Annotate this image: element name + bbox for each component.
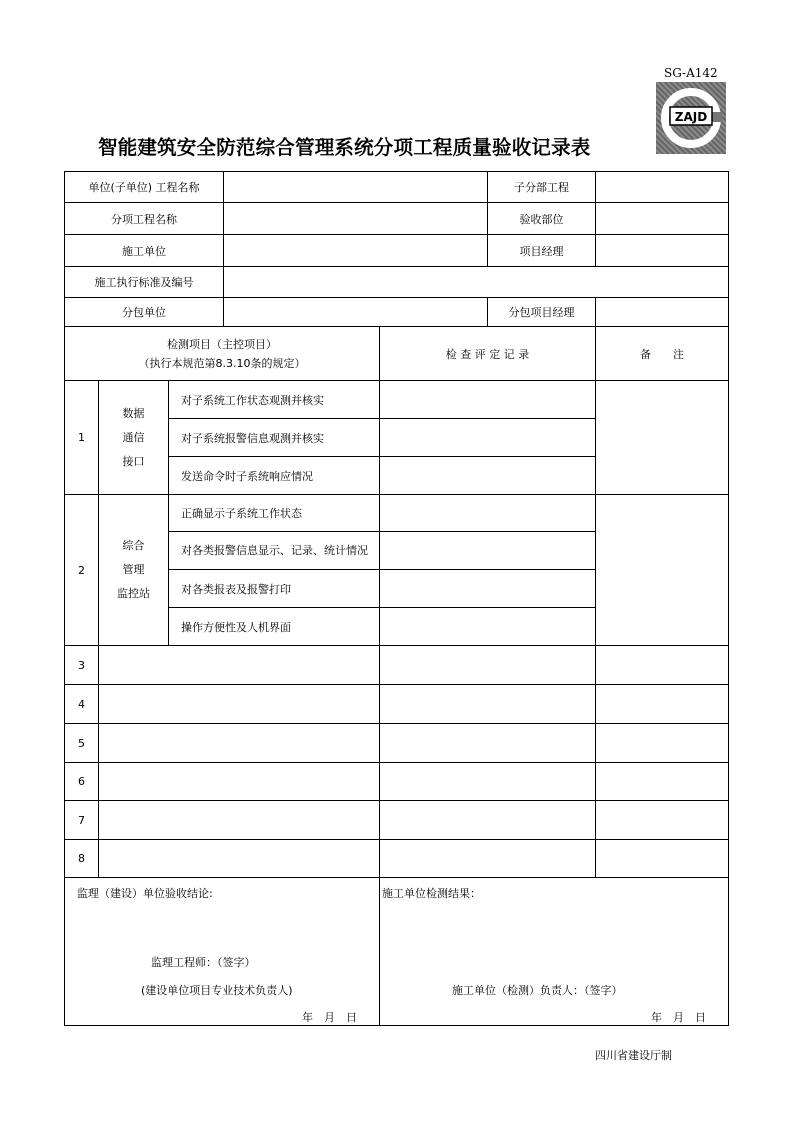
supervisor-note: (建设单位项目专业技术负责人) xyxy=(141,984,293,997)
supervisor-conclusion-title: 监理（建设）单位验收结论: xyxy=(77,887,213,900)
field-standard[interactable] xyxy=(224,267,729,298)
field-construction-unit[interactable] xyxy=(224,235,488,267)
note-field[interactable] xyxy=(596,840,729,878)
item-field[interactable] xyxy=(99,801,380,840)
logo-text: ZAJD xyxy=(674,110,708,124)
field-sub-item-name[interactable] xyxy=(224,203,488,235)
note-field[interactable] xyxy=(596,685,729,724)
group-category: 综合 管理 监控站 xyxy=(99,495,169,646)
record-field[interactable] xyxy=(380,724,596,763)
field-acceptance-part[interactable] xyxy=(596,203,729,235)
record-field[interactable] xyxy=(380,840,596,878)
label-project-manager: 项目经理 xyxy=(488,235,596,267)
field-unit-project-name[interactable] xyxy=(224,172,488,203)
record-field[interactable] xyxy=(380,608,596,646)
note-field[interactable] xyxy=(596,646,729,685)
record-field[interactable] xyxy=(380,419,596,457)
page-title: 智能建筑安全防范综合管理系统分项工程质量验收记录表 xyxy=(98,136,591,159)
row-number: 8 xyxy=(65,840,99,878)
row-number: 4 xyxy=(65,685,99,724)
group-number: 2 xyxy=(65,495,99,646)
group-number: 1 xyxy=(65,381,99,495)
construction-result[interactable] xyxy=(380,878,729,1026)
record-field[interactable] xyxy=(380,763,596,801)
check-item: 对子系统工作状态观测并核实 xyxy=(169,381,380,419)
record-field[interactable] xyxy=(380,646,596,685)
construction-result-title: 施工单位检测结果： xyxy=(382,887,481,900)
label-subcontract-unit: 分包单位 xyxy=(65,298,224,327)
note-field[interactable] xyxy=(596,381,729,495)
note-field[interactable] xyxy=(596,724,729,763)
check-item: 发送命令时子系统响应情况 xyxy=(169,457,380,495)
record-field[interactable] xyxy=(380,532,596,570)
column-header-item xyxy=(65,327,380,381)
item-field[interactable] xyxy=(99,646,380,685)
acceptance-form xyxy=(64,171,729,1026)
label-sub-division: 子分部工程 xyxy=(488,172,596,203)
column-header-item-line2: （执行本规范第8.3.10条的规定） xyxy=(138,356,306,370)
construction-date: 年 月 日 xyxy=(651,1011,706,1024)
item-field[interactable] xyxy=(99,685,380,724)
item-field[interactable] xyxy=(99,763,380,801)
field-subcontract-manager[interactable] xyxy=(596,298,729,327)
row-number: 3 xyxy=(65,646,99,685)
record-field[interactable] xyxy=(380,801,596,840)
item-field[interactable] xyxy=(99,840,380,878)
check-item: 正确显示子系统工作状态 xyxy=(169,495,380,532)
row-number: 7 xyxy=(65,801,99,840)
label-acceptance-part: 验收部位 xyxy=(488,203,596,235)
record-field[interactable] xyxy=(380,457,596,495)
record-field[interactable] xyxy=(380,495,596,532)
supervisor-date: 年 月 日 xyxy=(302,1011,357,1024)
label-subcontract-manager: 分包项目经理 xyxy=(488,298,596,327)
check-item: 对各类报表及报警打印 xyxy=(169,570,380,608)
supervisor-conclusion[interactable] xyxy=(65,878,380,1026)
note-field[interactable] xyxy=(596,801,729,840)
row-number: 5 xyxy=(65,724,99,763)
column-header-note: 备 注 xyxy=(596,327,729,381)
label-construction-unit: 施工单位 xyxy=(65,235,224,267)
record-field[interactable] xyxy=(380,685,596,724)
item-field[interactable] xyxy=(99,724,380,763)
record-field[interactable] xyxy=(380,570,596,608)
supervisor-signature: 监理工程师：（签字） xyxy=(151,956,256,969)
form-code: SG-A142 xyxy=(664,66,718,80)
note-field[interactable] xyxy=(596,495,729,646)
group-category: 数据 通信 接口 xyxy=(99,381,169,495)
column-header-item-line1: 检测项目（主控项目） xyxy=(167,337,277,351)
field-subcontract-unit[interactable] xyxy=(224,298,488,327)
label-unit-project-name: 单位(子单位) 工程名称 xyxy=(65,172,224,203)
label-standard: 施工执行标准及编号 xyxy=(65,267,224,298)
column-header-record: 检 查 评 定 记 录 xyxy=(380,327,596,381)
issuer-footer: 四川省建设厅制 xyxy=(595,1049,672,1062)
check-item: 对各类报警信息显示、记录、统计情况 xyxy=(169,532,380,570)
field-sub-division[interactable] xyxy=(596,172,729,203)
field-project-manager[interactable] xyxy=(596,235,729,267)
row-number: 6 xyxy=(65,763,99,801)
check-item: 操作方便性及人机界面 xyxy=(169,608,380,646)
label-sub-item-name: 分项工程名称 xyxy=(65,203,224,235)
record-field[interactable] xyxy=(380,381,596,419)
check-item: 对子系统报警信息观测并核实 xyxy=(169,419,380,457)
construction-signature: 施工单位（检测）负责人：（签字） xyxy=(452,984,623,997)
note-field[interactable] xyxy=(596,763,729,801)
zajd-logo xyxy=(656,82,726,154)
